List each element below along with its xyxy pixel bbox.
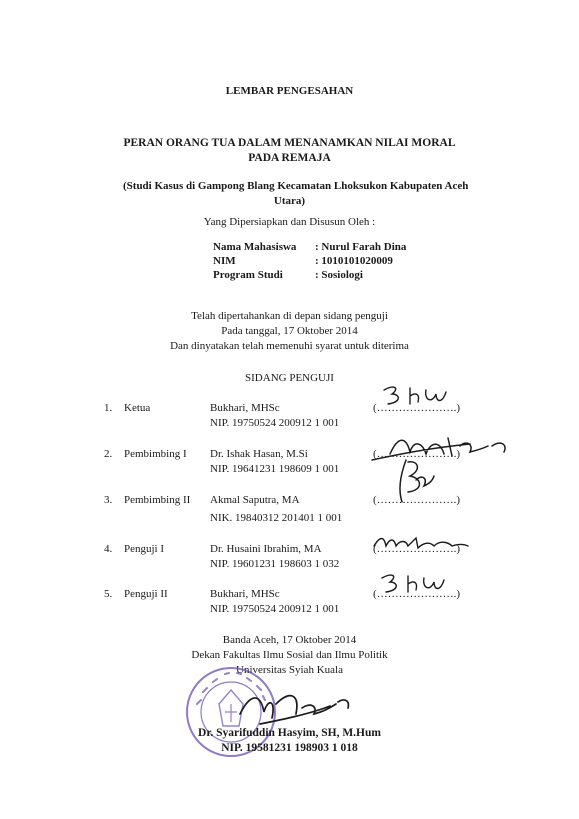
committee-name: Dr. Husaini Ibrahim, MA: [210, 543, 322, 555]
thesis-title-line-2: PADA REMAJA: [248, 152, 331, 164]
committee-heading: SIDANG PENGUJI: [245, 372, 334, 384]
signature-ketua: [380, 382, 460, 410]
committee-name: Dr. Ishak Hasan, M.Si: [210, 448, 308, 460]
student-label-name: Nama Mahasiswa: [213, 241, 297, 253]
committee-id: NIK. 19840312 201401 1 001: [210, 512, 343, 524]
dean-nip: NIP. 19581231 198903 1 018: [221, 742, 358, 754]
committee-name: Bukhari, MHSc: [210, 588, 280, 600]
committee-id: NIP. 19750524 200912 1 001: [210, 417, 340, 429]
committee-number: 5.: [104, 588, 113, 600]
committee-role: Ketua: [124, 402, 151, 414]
prepared-by-label: Yang Dipersiapkan dan Disusun Oleh :: [203, 216, 376, 228]
committee-role: Penguji I: [124, 543, 165, 555]
signature-pembimbing-2: [388, 456, 438, 506]
signature-line: (………………….): [373, 494, 461, 506]
signature-penguji-2: [378, 570, 458, 598]
committee-id: NIP. 19601231 198603 1 032: [210, 558, 340, 570]
student-label-program: Program Studi: [213, 269, 283, 281]
committee-number: 1.: [104, 402, 113, 414]
page-heading: LEMBAR PENGESAHAN: [225, 85, 354, 97]
signature-line: (………………….): [373, 543, 461, 555]
committee-id: NIP. 19641231 198609 1 001: [210, 463, 340, 475]
place-date: Banda Aceh, 17 Oktober 2014: [222, 634, 357, 646]
signature-line: (………………….): [373, 402, 461, 414]
dean-name: Dr. Syarifuddin Hasyim, SH, M.Hum: [198, 727, 381, 739]
student-value-program: : Sosiologi: [315, 269, 363, 281]
student-value-name: : Nurul Farah Dina: [315, 241, 407, 253]
committee-role: Pembimbing II: [124, 494, 191, 506]
committee-number: 3.: [104, 494, 113, 506]
committee-role: Pembimbing I: [124, 448, 187, 460]
committee-name: Akmal Saputra, MA: [210, 494, 300, 506]
student-label-nim: NIM: [213, 255, 236, 267]
dean-position-line-2: Universitas Syiah Kuala: [236, 664, 343, 676]
defense-line-3: Dan dinyatakan telah memenuhi syarat untuk diterima: [170, 340, 409, 352]
thesis-title-line-1: PERAN ORANG TUA DALAM MENANAMKAN NILAI MORAL: [123, 137, 456, 149]
signature-penguji-1: [372, 532, 472, 556]
committee-id: NIP. 19750524 200912 1 001: [210, 603, 340, 615]
signature-line: (………………….): [373, 588, 461, 600]
committee-name: Bukhari, MHSc: [210, 402, 280, 414]
defense-line-1: Telah dipertahankan di depan sidang penguji: [191, 310, 388, 322]
committee-role: Penguji II: [124, 588, 168, 600]
signature-line: (………………….): [373, 448, 461, 460]
defense-line-2: Pada tanggal, 17 Oktober 2014: [221, 325, 358, 337]
subtitle-line-1: (Studi Kasus di Gampong Blang Kecamatan Lhoksukon Kabupaten Aceh: [123, 180, 469, 192]
dean-position-line-1: Dekan Fakultas Ilmu Sosial dan Ilmu Politik: [191, 649, 388, 661]
committee-number: 2.: [104, 448, 113, 460]
committee-number: 4.: [104, 543, 113, 555]
student-value-nim: : 1010101020009: [315, 255, 393, 267]
subtitle-line-2: Utara): [273, 195, 306, 207]
